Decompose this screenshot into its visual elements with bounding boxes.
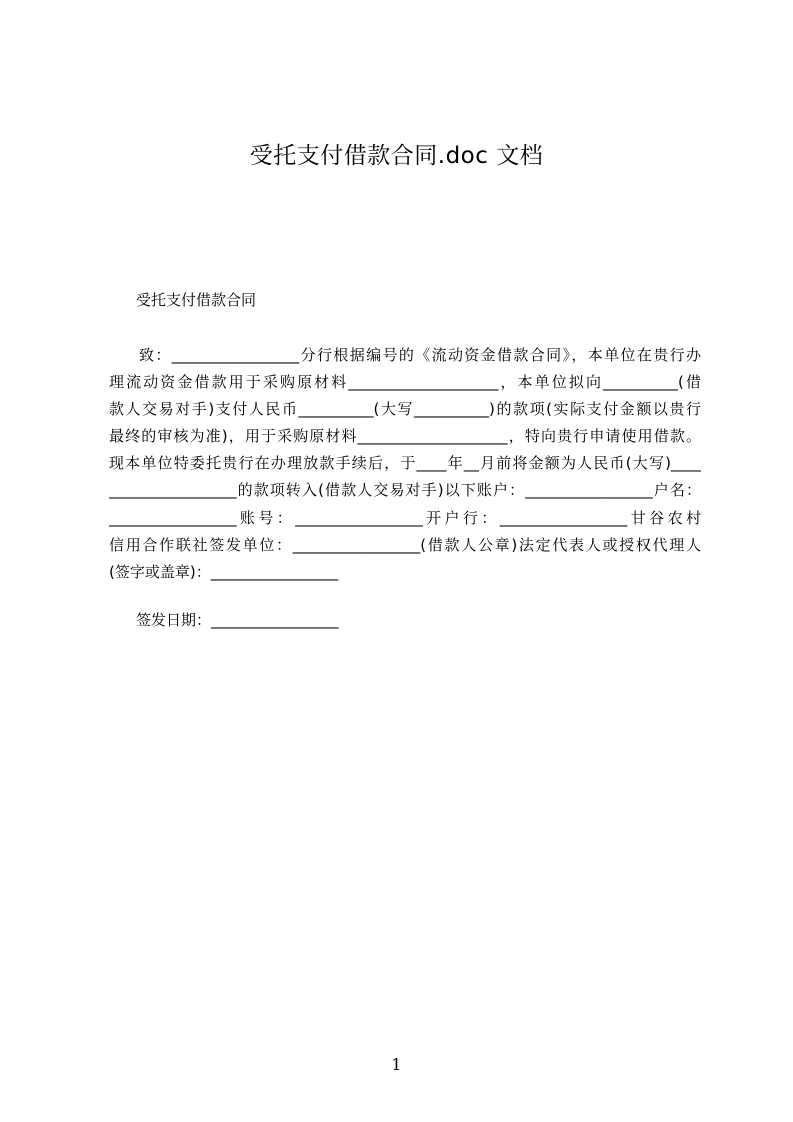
body-line: _________________账号：_________________开户行：_________________甘谷农村	[109, 508, 701, 527]
body-line: (签字或盖章)：_________________	[109, 562, 339, 581]
body-line: 信用合作联社签发单位：_________________(借款人公章)法定代表人或授权代理人	[109, 535, 701, 554]
body-line: _________________的款项转入(借款人交易对手)以下账户：_________________户名：	[109, 481, 701, 500]
contract-body	[109, 342, 701, 586]
contract-heading: 受托支付借款合同	[136, 291, 257, 309]
body-line: 最终的审核为准)，用于采购原材料____________________，特向贵行申请使用借款。	[109, 427, 701, 446]
body-line: 现本单位特委托贵行在办理放款手续后，于____年__月前将金额为人民币(大写)____	[109, 454, 701, 473]
document-title: 受托支付借款合同.doc 文档	[249, 143, 544, 169]
body-line: 致：_________________分行根据编号的《流动资金借款合同》，本单位在贵行办	[139, 346, 701, 364]
body-line: 理流动资金借款用于采购原材料____________________，本单位拟向__________(借	[109, 373, 701, 392]
page-number: 1	[391, 1055, 402, 1074]
sign-date: 签发日期：_________________	[136, 611, 339, 629]
body-line: 款人交易对手)支付人民币__________(大写__________)的款项(实际支付金额以贵行	[109, 400, 701, 419]
